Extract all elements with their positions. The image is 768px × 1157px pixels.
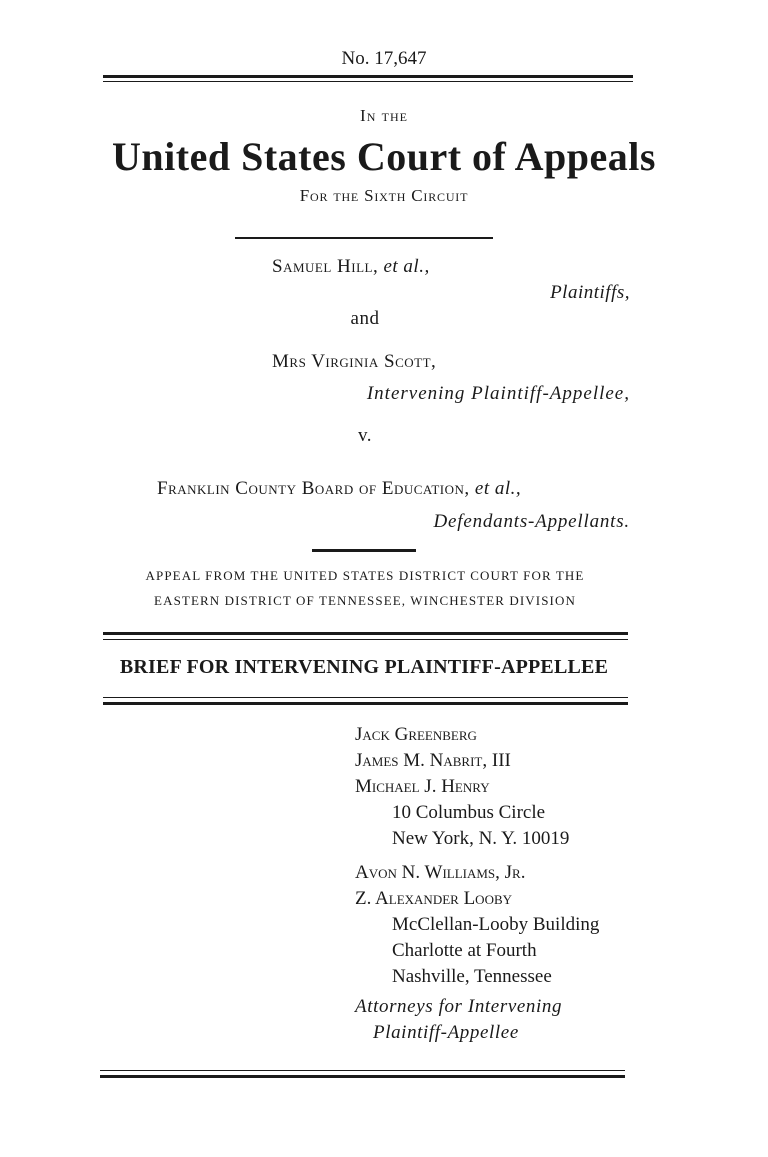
plaintiff-line: [272, 256, 430, 278]
attorney-role: [355, 994, 562, 1046]
attorney-address: Nashville, Tennessee: [392, 966, 552, 987]
bottom-rule-thick: [100, 1075, 625, 1078]
attorney-name: James M. Nabrit, III: [355, 750, 511, 771]
defendant-role: Defendants-Appellants.: [433, 511, 630, 532]
attorney-address: Charlotte at Fourth: [392, 940, 537, 961]
title-rule-top-thick: [103, 632, 628, 635]
plaintiff-name: Samuel Hill,: [272, 256, 379, 277]
brief-title: BRIEF FOR INTERVENING PLAINTIFF-APPELLEE: [119, 656, 609, 678]
bottom-rule-thin: [100, 1070, 625, 1071]
attorney-role-line-1: Attorneys for Intervening: [355, 996, 563, 1017]
title-rule-bottom-thick: [103, 702, 628, 705]
attorney-group-1: [355, 722, 569, 852]
top-rule-thick: [103, 75, 633, 78]
attorney-address: McClellan-Looby Building: [392, 914, 600, 935]
attorney-address: 10 Columbus Circle: [392, 802, 546, 823]
title-rule-bottom-thin: [103, 697, 628, 698]
intervenor-role: Intervening Plaintiff-Appellee,: [366, 383, 630, 404]
appeal-line-1: APPEAL FROM THE UNITED STATES DISTRICT COURT FOR THE: [145, 568, 585, 583]
top-rule-thin: [103, 81, 633, 82]
parties-divider: [312, 549, 416, 552]
conjunction: and: [350, 308, 380, 329]
heading-divider: [235, 237, 493, 239]
attorney-name: Avon N. Williams, Jr.: [355, 862, 526, 883]
plaintiff-etal: et al.,: [383, 256, 430, 277]
title-rule-top-thin: [103, 639, 628, 640]
attorney-role-line-2: Plaintiff-Appellee: [373, 1022, 519, 1043]
docket-number: No. 17,647: [341, 48, 427, 69]
plaintiff-role: Plaintiffs,: [550, 282, 630, 303]
attorney-group-2: [355, 860, 599, 990]
court-name: United States Court of Appeals: [112, 134, 656, 179]
defendant-etal: et al.,: [474, 478, 522, 499]
attorney-name: Z. Alexander Looby: [355, 888, 513, 909]
defendant-line: [157, 478, 521, 500]
attorney-address: New York, N. Y. 10019: [392, 828, 570, 849]
versus: v.: [357, 425, 373, 446]
intervenor-name: Mrs Virginia Scott,: [272, 351, 437, 372]
appeal-line-2: EASTERN DISTRICT OF TENNESSEE, WINCHESTER DIVISION: [154, 593, 576, 608]
attorney-name: Jack Greenberg: [355, 724, 477, 745]
attorney-name: Michael J. Henry: [355, 776, 490, 797]
defendant-name: Franklin County Board of Education,: [157, 478, 470, 499]
court-prefix: In the: [360, 106, 408, 125]
court-circuit: For the Sixth Circuit: [299, 186, 469, 205]
